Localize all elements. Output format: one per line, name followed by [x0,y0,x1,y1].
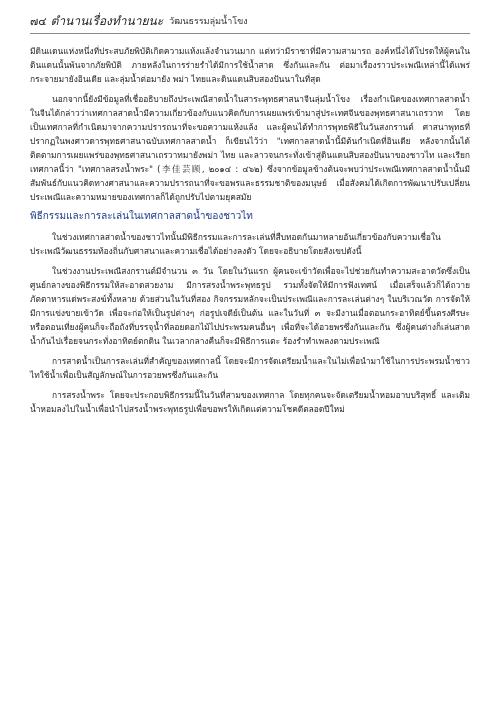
page-number: ๗๔ [30,15,47,28]
page-body [30,44,470,422]
journal-logo: ตำนานเรื่องทำนายนะ [50,13,164,28]
header-divider [30,33,470,34]
section-paragraph-3: การสาดน้ำเป็นการละเล่นที่สำคัญของเทศกาลนี้ โดยจะมีการจัดเตรียมน้ำและในไม่เพื่อนำมาใช้ในการประพรมน้ำชาวไทใช้น้ำเพื่อเป็นสัญลักษณ์ในการอวยพรซึ่งกันและกัน [30,356,470,380]
section-paragraph-4: การสรงน้ำพระ โดยจะประกอบพิธีกรรมนี้ในวันที่สามของเทศกาล โดยทุกคนจะจัดเตรียมน้ำหอมอาบบริสุทธิ์ และเติมน้ำหอมลงไปในน้ำเพื่อนำไปสรงน้ำพระพุทธรูปเพื่อขอพรให้เกิดแต่ความโชคดีตลอดปีใหม่ [30,390,470,414]
section-paragraph-1: ในช่วงเทศกาลสาดน้ำของชาวไทนั้นมีพิธีกรรมและการละเล่นที่สืบทอดกันมาหลายอันเกี่ยวข้องกับความเชื่อในประเพณีวัฒนธรรมท้องถิ่นกับศาสนาและความเชื่อได้อย่างลงตัว โดยจะอธิบายโดยสังเขปดังนี้ [30,232,441,256]
intro-paragraph-1: มีดินแดนแห่งหนึ่งที่ประสบภัยพิบัติเกิดความแห้งแล้งจำนวนมาก แต่ทว่ามีราชาที่มีความสามารถ องค์หนึ่งได้โปรดให้ผู้คนในดินแดนนั้นพ้นจากภัยพิบัติ ภายหลังในการร่ายรำได้มีการใช้น้ำสาด ซึ่งกันและกัน ต่อมาเรื่องราวประเพณีเหล่านี้ได้แพร่กระจายมายังอินเดีย และลุ่มน้ำต่อมายัง พม่า ไทยและดินแดนสิบสองปันนาในที่สุด [30,46,470,84]
section-heading: พิธีกรรมและการละเล่นในเทศกาลสาดน้ำของชาวไท [30,211,253,222]
page-header [30,8,470,34]
header-subtitle: วัฒนธรรมลุ่มน้ำโขง [169,17,248,27]
section-paragraph-2: ในช่วงงานประเพณีสงกรานต์มีจำนวน ๓ วัน โดยในวันแรก ผู้คนจะเข้าวัดเพื่อจะไปช่วยกันทำความสะอาดวัดซึ่งเป็นศูนย์กลางของพิธีกรรมให้สะอาดสวยงาม มีการสรงน้ำพระพุทธรูป รวมทั้งจัดให้มีการฟังเทศน์ เมื่อเสร็จแล้วก็ได้ถวายภัตตาหารแด่พระสงฆ์ทั้งหลาย ด้วยส่วนในวันที่สอง กิจกรรมหลักจะเป็นประเพณีและการละเล่นต่างๆ ในบริเวณวัด การจัดให้มีการแข่งขายเข้าวัด เพื่อจะก่อให้เป็นรูปต่างๆ ก่อรูปเจดีย์เป็นต้น และในวันที่ ๓ จะมีงานเมื่อตอนกระอาทิตย์ขึ้นตรงศีรษะหรือตอนเที่ยงผู้คนก็จะถือถังที่บรรจุน้ำที่ลอยดอกไม้ไปประพรมคนอื่นๆ เพื่อที่จะได้อวยพรซึ่งกันและกัน ซึ่งผู้คนต่างก็เล่นสาดน้ำกันไปเรื่อยจนกระทั่งอาทิตย์ตกดิน ในเวลากลางคืนก็จะมีพิธีการแตะ ร้องรำทำเพลงตามประเพณี [30,266,470,346]
intro-paragraph-2: นอกจากนี้ยังมีข้อมูลที่เชื่ออธิบายถึงประเพณีสาดน้ำในสาระพุทธศาสนาจีนลุ่มน้ำโขง เรื่องกำเนิดของเทศกาลสาดน้ำในจีนได้กล่าวว่าเทศกาลสาดน้ำมีความเกี่ยวข้องกับแนวคิดกับการเผยแพร่เข้ามาสู่ประเทศจีนของพุทธศาสนาเถรวาท โดยเป็นเทศกาลที่กำเนิดมาจากความปรารถนาที่จะขอความแห้งแล้ง และผู้คนได้ทำการพุทธพิธีในวันสงกรานต์ ศาสนาพุทธที่ปรากฏในพงศาวดารพุทธศาสนาฉบับเทศกาลสาดน้ำ ก็เขียนไว้ว่า "เทศกาลสาดน้ำนี้มีต้นกำเนิดที่อินเดีย หลังจากนั้นได้ติดตามการเผยแพร่ของพุทธศาสนาเถรวาทมายังพม่า ไทย และลาวจนกระทั่งเข้าสู่ดินแดนสิบสองปันนาของชาวไท และเรียกเทศกาลนี้ว่า "เทศกาลสรงน้ำพระ" (李佳芸顾, ๒๐๑๔ : ๔๖๒) ซึ่งจากข้อมูลข้างต้นจะพบว่าประเพณีเทศกาลสาดน้ำนั้นมีสัมพันธ์กับแนวคิดทางศาสนาและความปรารถนาที่จะขอพรและธรรมชาติของมนุษย์ เมื่อสังคมได้เกิดการพัฒนาปรับเปลี่ยนประเพณีและความหมายของเทศกาลก็ได้ถูกปรับไปตามยุคสมัย [30,94,470,202]
